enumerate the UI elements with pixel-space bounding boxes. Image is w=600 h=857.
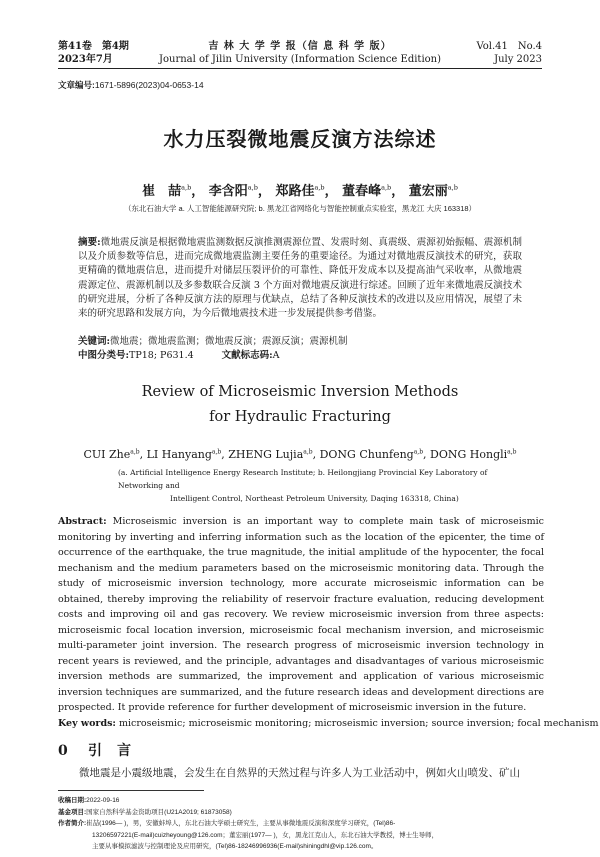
- date-en: July 2023: [494, 54, 542, 65]
- author-cn: 郑路佳: [275, 184, 315, 199]
- journal-name-en: Journal of Jilin University (Information Science Edition): [158, 54, 442, 65]
- abstract-en: [58, 514, 544, 716]
- author-bio: [58, 818, 548, 830]
- author-affil-mark: a,b: [130, 448, 140, 456]
- title-en-line1: Review of Microseismic Inversion Methods: [141, 384, 459, 400]
- author-cn: 董宏丽: [408, 184, 448, 199]
- section-title-char: 言: [117, 743, 132, 759]
- running-header-right: [476, 40, 542, 66]
- article-number-value: 1671-5896(2023)04-0653-14: [94, 80, 204, 90]
- author-cn: 董春峰: [342, 184, 382, 199]
- body-paragraph: 微地震是小震级地震，会发生在自然界的天然过程与许多人为工业活动中，例如火山喷发、矿山: [79, 767, 520, 779]
- volume-issue-cn: 第41卷 第4期: [58, 41, 129, 52]
- affiliation-en-line2: Intelligent Control, Northeast Petroleum University, Daqing 163318, China): [170, 494, 459, 503]
- footnotes: [58, 795, 548, 853]
- footnote-divider: [58, 790, 204, 791]
- article-number: [58, 79, 204, 91]
- abstract-cn-text: 微地震反演是根据微地震监测数据反演推测震源位置、发震时刻、真震级、震源初始振幅、震源机制以及介质参数等信息，进而完成微地震监测主要任务的重要途径。为通过对微地震反演技术的研究，获取更精确的微地震信息，进而提升对储层压裂评价的可靠性、降低开发成本以及提高油气采收率，从微地震震源定位、震源机制以及多参数联合反演 3 个方面对微地震反演进行综述。回顾了近年来微地震反演技术的研究进展，分析了各种反演方法的原理与优缺点，总结了各种反演技术的改进以及应用情况，展望了未来的研究思路和发展方向，为今后微地震技术进一步发展提供参考借鉴。: [78, 237, 522, 320]
- fund-label: 基金项目:: [58, 808, 87, 816]
- keywords-en: [58, 717, 599, 731]
- fund-info: [58, 807, 548, 819]
- author-en: LI Hanyang: [146, 448, 212, 461]
- received-date: [58, 795, 548, 807]
- received-value: 2022-09-16: [86, 797, 120, 804]
- author-affil-mark: a,b: [447, 183, 458, 192]
- affiliation-en-line1: (a. Artificial Intelligence Energy Research Institute; b. Heilongjiang Provincial Key Laboratory of Networking and: [118, 468, 488, 490]
- author-affil-mark: a,b: [247, 183, 258, 192]
- author-en: DONG Hongli: [430, 448, 508, 461]
- running-header-left: [58, 40, 129, 66]
- keywords-cn-text: 微地震；微地震监测；微地震反演；震源反演；震源机制: [110, 336, 348, 347]
- keywords-cn: [78, 335, 522, 349]
- bio-line: 主要从事模拟滤波与控制理论及应用研究，(Tel)86-18246996936(E-mail)shiningdhl@vip.126.com。: [92, 843, 378, 850]
- author-list-cn: 崔 喆$^{a,b}$， 李含阳$^{a,b}$， 郑路佳$^{a,b}$， 董春峰$^{a,b}$， 董宏丽$^{a,b}$: [142, 183, 458, 199]
- author-affil-mark: a,b: [303, 448, 313, 456]
- author-list-en: CUI Zhe$^{a,b}$, LI Hanyang$^{a,b}$, ZHENG Lujia$^{a,b}$, DONG Chunfeng$^{a,b}$, DONG Hongli$^{a,b}$: [83, 448, 517, 461]
- journal-name-cn: 吉 林 大 学 学 报（信 息 科 学 版）: [208, 41, 392, 52]
- keywords-en-text: microseismic; microseismic monitoring; microseismic inversion; source inversion; focal mechanism: [118, 718, 599, 729]
- article-number-label: 文章编号:: [58, 80, 95, 90]
- section-number: 0: [58, 743, 69, 759]
- running-header-center: [150, 40, 450, 66]
- author-cn: 李含阳: [208, 184, 248, 199]
- bio-line: 13206597221(E-mail)cuizheyoung@126.com；董宏丽(1977— )，女，黑龙江克山人，东北石油大学教授，博士生导师，: [92, 831, 439, 839]
- section-heading: [58, 740, 132, 760]
- title-en-line2: for Hydraulic Fracturing: [209, 409, 391, 425]
- doc-code-value: A: [272, 350, 280, 361]
- author-affil-mark: a,b: [381, 183, 392, 192]
- author-affil-mark: a,b: [181, 183, 192, 192]
- affiliation-cn: （东北石油大学 a. 人工智能能源研究院; b. 黑龙江省网络化与智能控制重点实验室，黑龙江 大庆 163318）: [123, 204, 477, 213]
- classification-cn: [78, 349, 280, 363]
- keywords-en-label: Key words:: [58, 718, 116, 729]
- volume-issue-en: Vol.41 No.4: [476, 41, 542, 52]
- doc-code-label: 文献标志码:: [221, 350, 273, 361]
- abstract-cn: [78, 236, 522, 321]
- clc-label: 中图分类号:: [78, 350, 130, 361]
- bio-line: 崔喆(1996— )，男，安徽蚌埠人，东北石油大学硕士研究生，主要从事微地震反演和深度学习研究，(Tel)86-: [86, 820, 396, 827]
- bio-label: 作者简介:: [58, 820, 87, 827]
- clc-value: TP18; P631.4: [129, 350, 194, 361]
- author-en: ZHENG Lujia: [228, 448, 304, 461]
- author-en: DONG Chunfeng: [319, 448, 414, 461]
- received-label: 收稿日期:: [58, 797, 87, 804]
- author-en: CUI Zhe: [83, 448, 131, 461]
- affiliation-en: [118, 466, 498, 505]
- page-title-en: [0, 380, 600, 430]
- author-affil-mark: a,b: [211, 448, 222, 456]
- header-divider: [58, 68, 542, 69]
- abstract-en-text: Microseismic inversion is an important way to complete main task of microseismic monitoring by inverting and inferring information such as the location of the epicenter, the time of occurrence of the earthquake, the true magnitude, the initial amplitude of the hypocenter, the focal mechanism and the medium parameters based on the microseismic monitoring data. Through the study of microseismic inversion technology, more accurate microseismic information can be obtained, thereby improving the reliability of reservoir fracture evaluation, reducing development costs and improving oil and gas recovery. We review microseismic inversion from three aspects: microseismic focal location inversion, microseismic focal mechanism inversion, and microseismic multi-parameter joint inversion. The research progress of microseismic inversion technology in recent years is reviewed, and the principle, advantages and disadvantages of various microseismic inversion methods are summarized, the improvement and application of various microseismic inversion techniques are summarized, and the future research ideas and development directions are prospected. It provide reference for further development of microseismic inversion in the future.: [58, 516, 545, 713]
- keywords-cn-label: 关键词:: [78, 336, 111, 347]
- author-affil-mark: a,b: [507, 448, 517, 456]
- page-title-cn: 水力压裂微地震反演方法综述: [163, 127, 437, 151]
- abstract-en-label: Abstract:: [58, 516, 107, 527]
- author-cn: 崔 喆: [142, 184, 182, 199]
- section-title-char: 引: [88, 743, 103, 759]
- abstract-cn-label: 摘要:: [78, 237, 101, 248]
- fund-value: 国家自然科学基金资助项目(U21A2019; 61873058): [86, 808, 232, 816]
- author-affil-mark: a,b: [413, 448, 424, 456]
- author-affil-mark: a,b: [314, 183, 325, 192]
- date-cn: 2023年7月: [58, 54, 113, 65]
